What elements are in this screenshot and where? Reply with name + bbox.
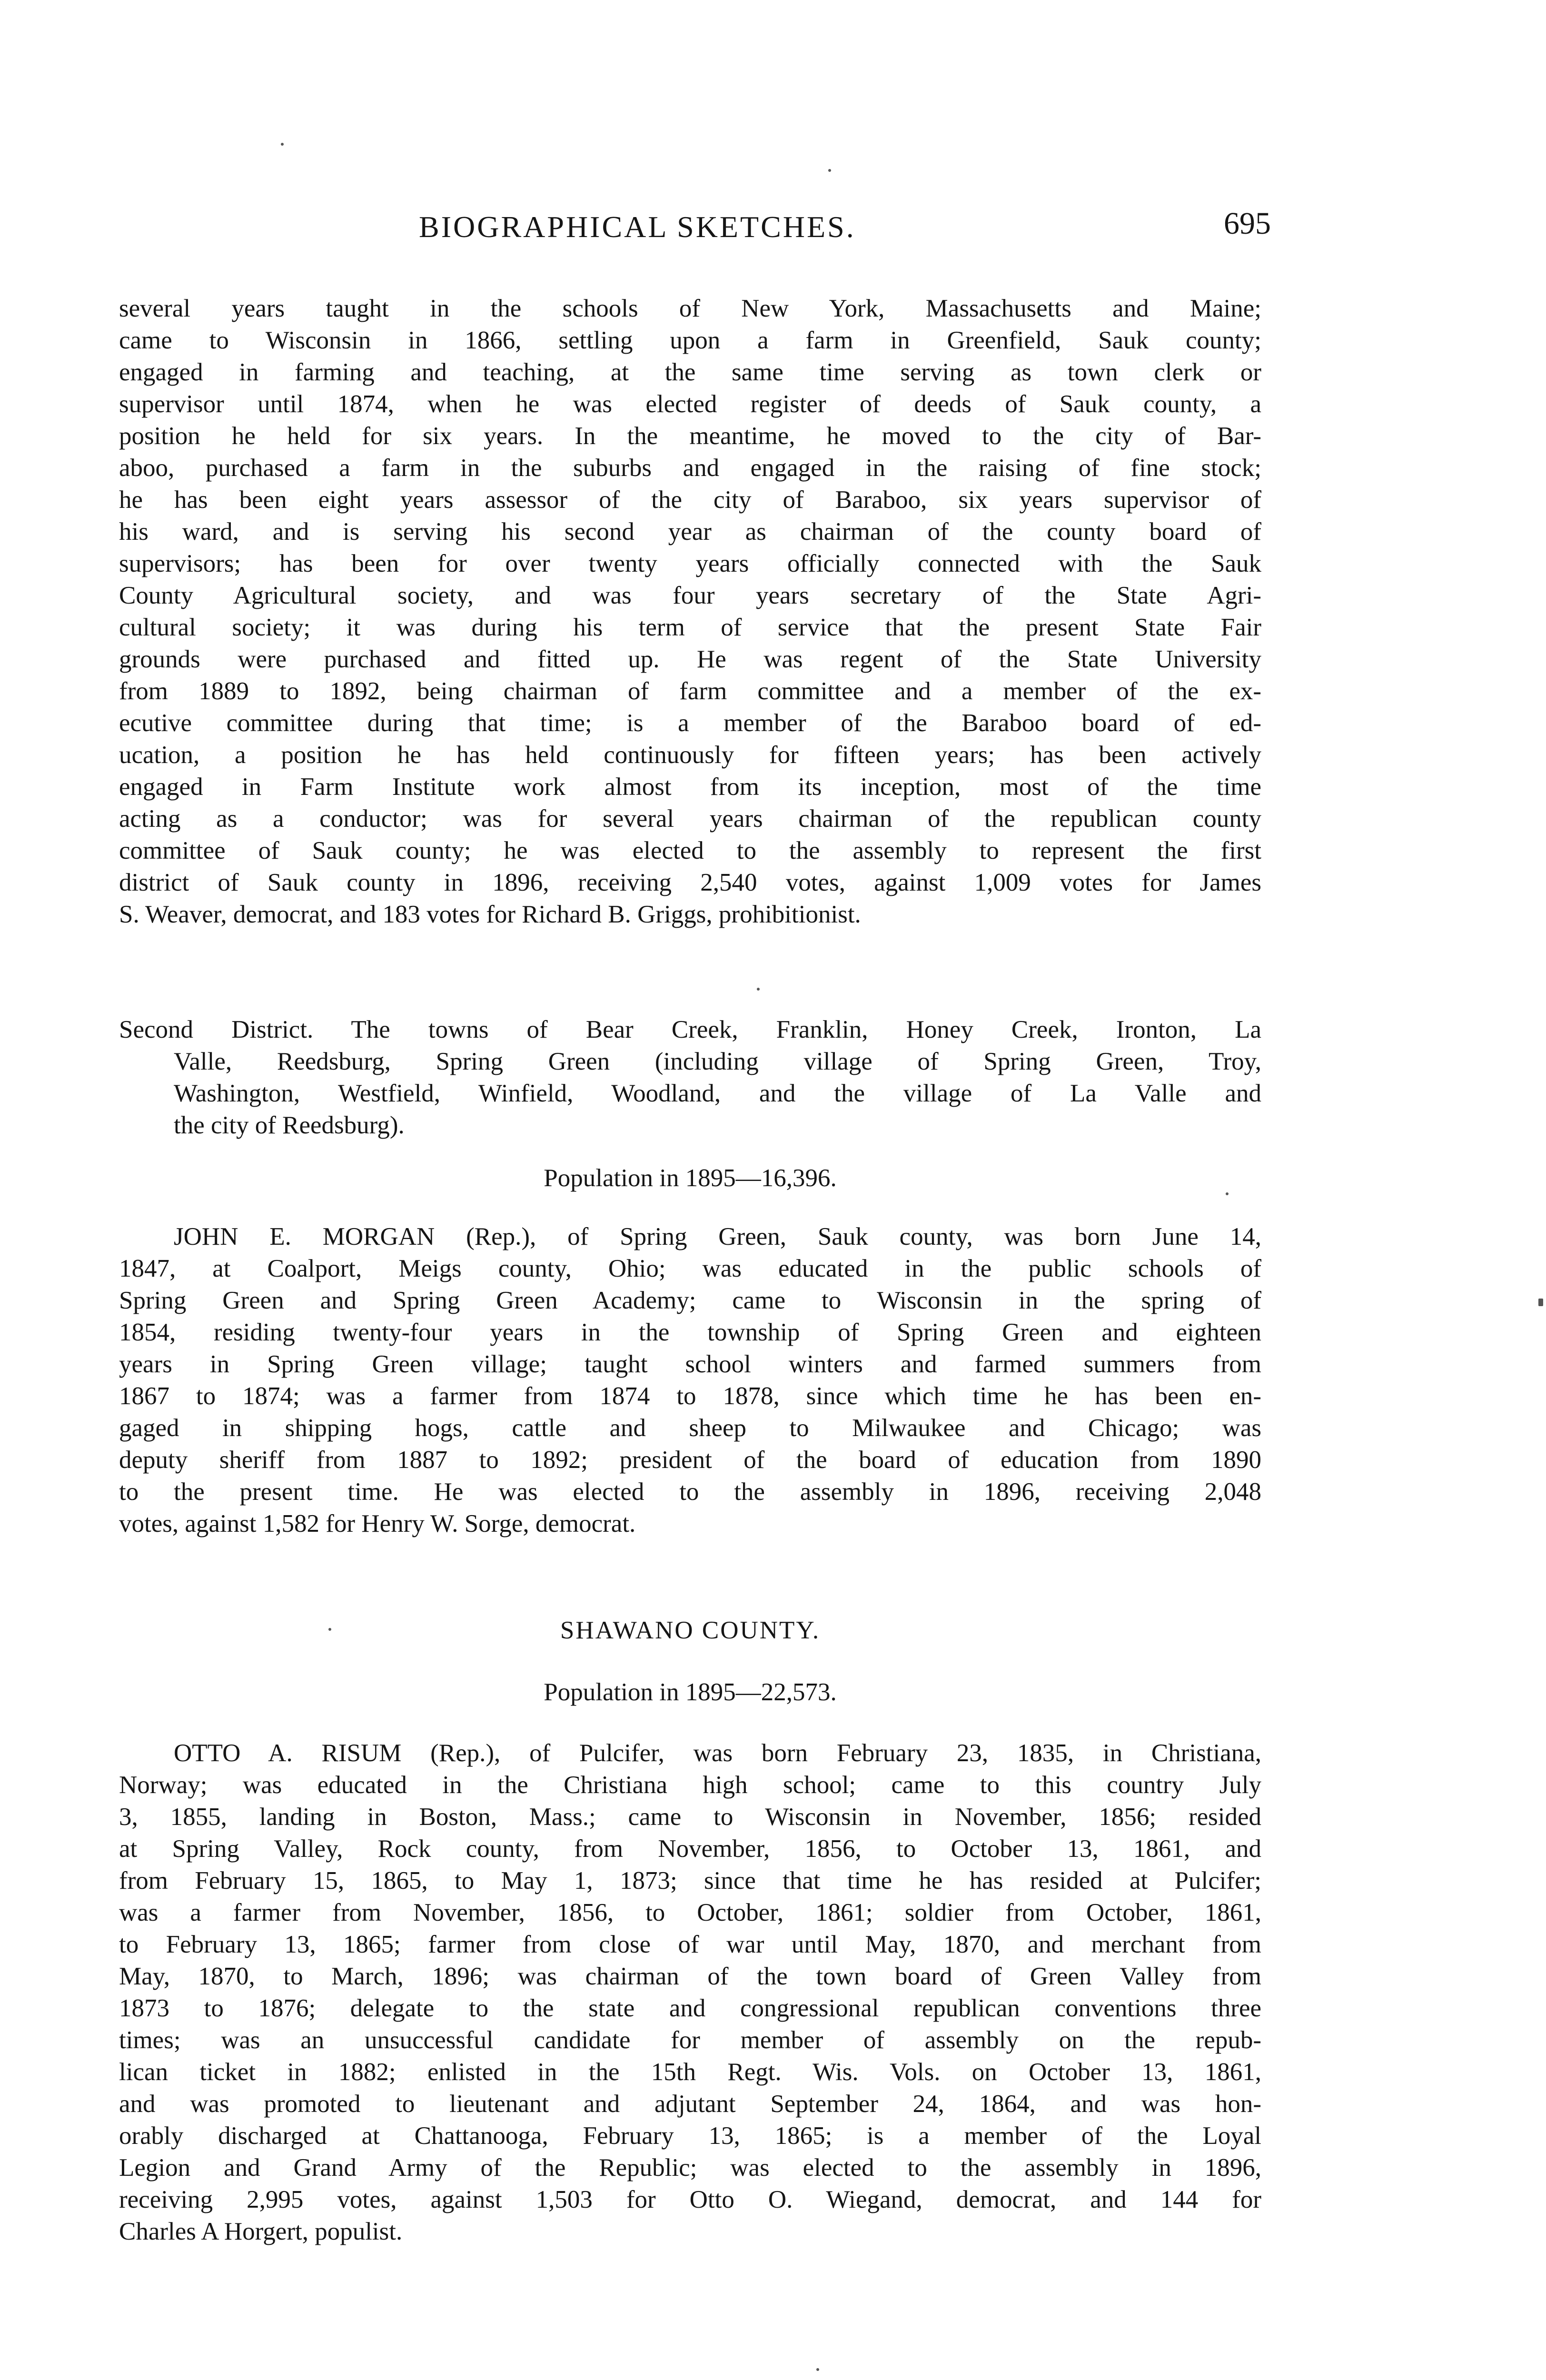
text-line: from 1889 to 1892, being chairman of farm committee and a member of the ex- — [119, 677, 1261, 705]
risum-sketch — [119, 1737, 1261, 2248]
text-line: Norway; was educated in the Christiana high school; came to this country July — [119, 1771, 1261, 1799]
text-line: supervisors; has been for over twenty years officially connected with the Sauk — [119, 550, 1261, 577]
text-line: Spring Green and Spring Green Academy; came to Wisconsin in the spring of — [119, 1287, 1261, 1314]
text-line: deputy sheriff from 1887 to 1892; president of the board of education from 1890 — [119, 1446, 1261, 1474]
text-line: from February 15, 1865, to May 1, 1873; since that time he has resided at Pulcifer; — [119, 1867, 1261, 1894]
text-line: engaged in Farm Institute work almost from its inception, most of the time — [119, 773, 1261, 801]
running-header — [119, 206, 1271, 248]
scan-speck — [828, 169, 831, 172]
text-line: orably discharged at Chattanooga, February 13, 1865; is a member of the Loyal — [119, 2122, 1261, 2150]
text-line: to the present time. He was elected to the assembly in 1896, receiving 2,048 — [119, 1478, 1261, 1506]
text-line: 1847, at Coalport, Meigs county, Ohio; was educated in the public schools of — [119, 1255, 1261, 1282]
scan-speck — [816, 2368, 819, 2371]
text-line: cultural society; it was during his term of service that the present State Fair — [119, 614, 1261, 641]
text-line: supervisor until 1874, when he was elected register of deeds of Sauk county, a — [119, 390, 1261, 418]
text-line: JOHN E. MORGAN (Rep.), of Spring Green, Sauk county, was born June 14, — [174, 1223, 1261, 1250]
second-district-description — [119, 1014, 1261, 1141]
scan-speck — [757, 988, 760, 991]
text-line: position he held for six years. In the meantime, he moved to the city of Bar- — [119, 422, 1261, 450]
text-line: votes, against 1,582 for Henry W. Sorge, democrat. — [119, 1510, 636, 1537]
text-line: Second District. The towns of Bear Creek, Franklin, Honey Creek, Ironton, La — [119, 1016, 1261, 1043]
text-line: County Agricultural society, and was four years secretary of the State Agri- — [119, 582, 1261, 609]
continued-sketch — [119, 293, 1261, 931]
text-line: engaged in farming and teaching, at the same time serving as town clerk or — [119, 358, 1261, 386]
text-line: acting as a conductor; was for several years chairman of the republican county — [119, 805, 1261, 833]
morgan-sketch — [119, 1221, 1261, 1540]
text-line: came to Wisconsin in 1866, settling upon a farm in Greenfield, Sauk county; — [119, 327, 1261, 354]
running-title: BIOGRAPHICAL SKETCHES. — [419, 210, 856, 244]
text-line: Charles A Horgert, populist. — [119, 2218, 403, 2245]
text-line: ecutive committee during that time; is a member of the Baraboo board of ed- — [119, 709, 1261, 737]
text-line: grounds were purchased and fitted up. He was regent of the State University — [119, 645, 1261, 673]
county-heading: SHAWANO COUNTY. — [560, 1616, 821, 1644]
text-line: years in Spring Green village; taught school winters and farmed summers from — [119, 1350, 1261, 1378]
county-population: Population in 1895—22,573. — [544, 1678, 837, 1706]
text-line: the city of Reedsburg). — [174, 1111, 405, 1139]
text-line: to February 13, 1865; farmer from close of war until May, 1870, and merchant from — [119, 1931, 1261, 1958]
text-line: committee of Sauk county; he was elected to the assembly to represent the first — [119, 837, 1261, 864]
scan-speck — [1226, 1192, 1229, 1195]
text-line: he has been eight years assessor of the city of Baraboo, six years supervisor of — [119, 486, 1261, 514]
scan-speck — [281, 143, 284, 146]
text-line: 1873 to 1876; delegate to the state and congressional republican conventions three — [119, 1994, 1261, 2022]
text-line: aboo, purchased a farm in the suburbs and engaged in the raising of fine stock; — [119, 454, 1261, 482]
text-line: 3, 1855, landing in Boston, Mass.; came to Wisconsin in November, 1856; resided — [119, 1803, 1261, 1831]
text-line: lican ticket in 1882; enlisted in the 15th Regt. Wis. Vols. on October 13, 1861, — [119, 2058, 1261, 2086]
text-line: his ward, and is serving his second year as chairman of the county board of — [119, 518, 1261, 545]
page-number: 695 — [1224, 206, 1271, 241]
second-district-population: Population in 1895—16,396. — [544, 1164, 837, 1192]
text-line: 1867 to 1874; was a farmer from 1874 to 1878, since which time he has been en- — [119, 1382, 1261, 1410]
text-line: times; was an unsuccessful candidate for member of assembly on the repub- — [119, 2026, 1261, 2054]
text-line: at Spring Valley, Rock county, from November, 1856, to October 13, 1861, and — [119, 1835, 1261, 1863]
text-line: receiving 2,995 votes, against 1,503 for Otto O. Wiegand, democrat, and 144 for — [119, 2186, 1261, 2213]
text-line: S. Weaver, democrat, and 183 votes for Richard B. Griggs, prohibitionist. — [119, 901, 861, 928]
text-line: Washington, Westfield, Winfield, Woodland, and the village of La Valle and — [174, 1080, 1261, 1107]
scan-speck — [1538, 1299, 1543, 1306]
text-line: Legion and Grand Army of the Republic; was elected to the assembly in 1896, — [119, 2154, 1261, 2182]
text-line: gaged in shipping hogs, cattle and sheep to Milwaukee and Chicago; was — [119, 1414, 1261, 1442]
text-line: several years taught in the schools of New York, Massachusetts and Maine; — [119, 295, 1261, 322]
text-line: and was promoted to lieutenant and adjutant September 24, 1864, and was hon- — [119, 2090, 1261, 2118]
text-line: ucation, a position he has held continuously for fifteen years; has been actively — [119, 741, 1261, 769]
text-line: was a farmer from November, 1856, to October, 1861; soldier from October, 1861, — [119, 1899, 1261, 1926]
text-line: OTTO A. RISUM (Rep.), of Pulcifer, was born February 23, 1835, in Christiana, — [174, 1739, 1261, 1767]
text-line: May, 1870, to March, 1896; was chairman of the town board of Green Valley from — [119, 1963, 1261, 1990]
text-line: 1854, residing twenty-four years in the township of Spring Green and eighteen — [119, 1319, 1261, 1346]
scan-speck — [328, 1628, 331, 1631]
text-line: Valle, Reedsburg, Spring Green (including village of Spring Green, Troy, — [174, 1048, 1261, 1075]
text-line: district of Sauk county in 1896, receiving 2,540 votes, against 1,009 votes for James — [119, 869, 1261, 896]
